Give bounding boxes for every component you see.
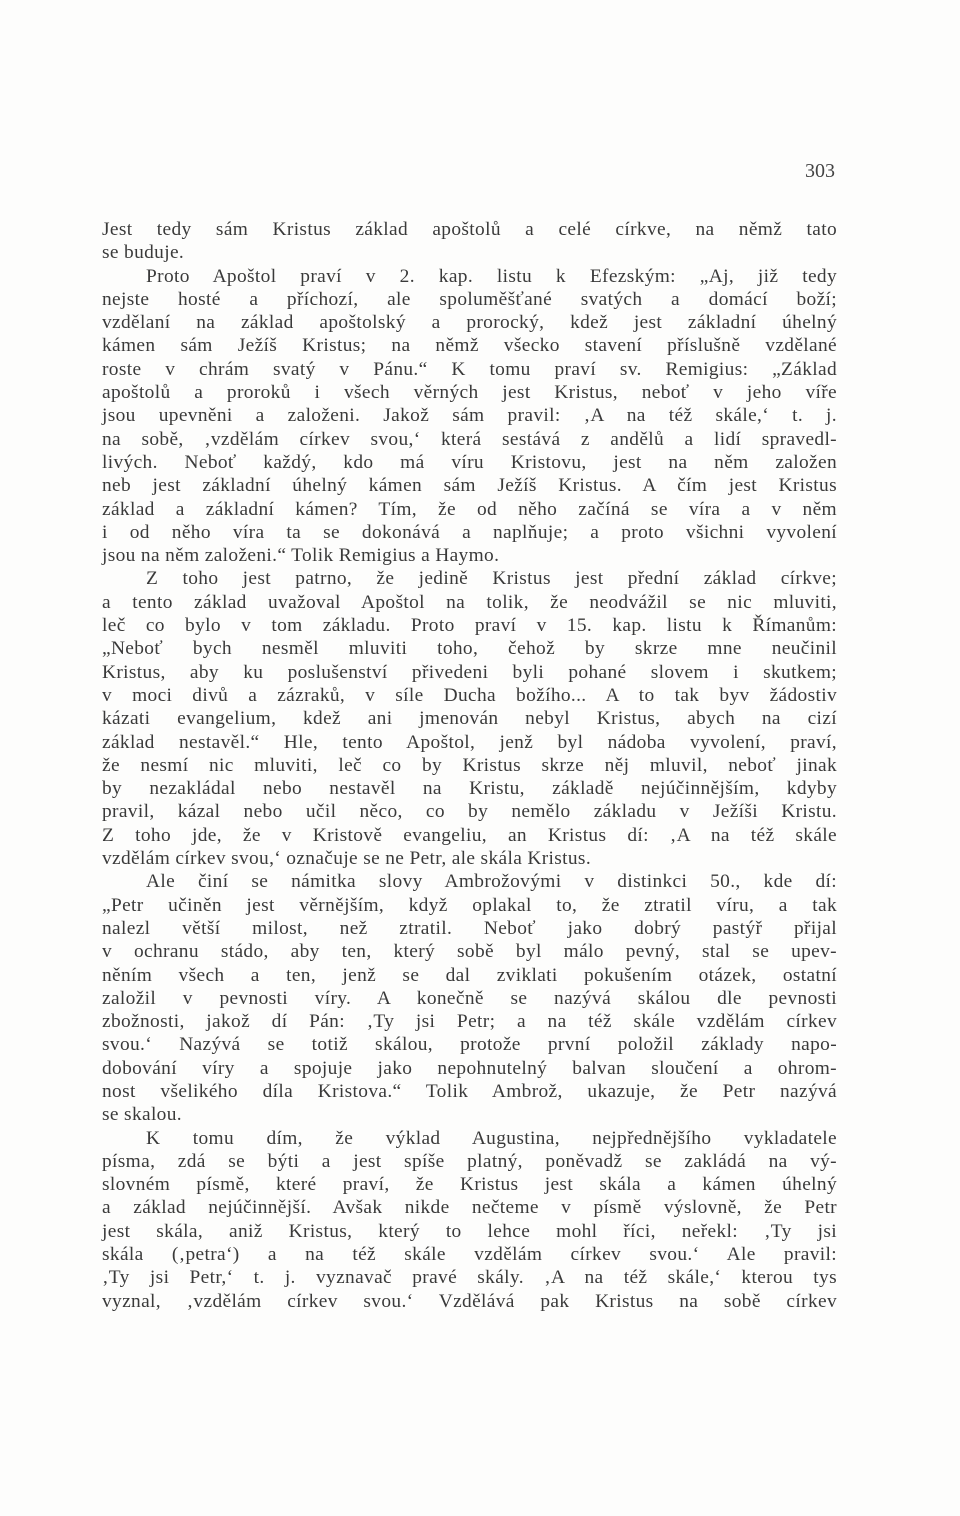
text-line: dobování víry a spojuje jako nepohnutelný balvan sloučení a ohrom-: [102, 1057, 837, 1079]
text-line: Z toho jest patrno, že jedině Kristus jest přední základ církve;: [146, 568, 837, 590]
text-line: kámen sám Ježíš Kristus; na němž všecko stavení příslušně vzdělané: [102, 335, 837, 357]
text-line: a základ nejúčinnější. Avšak nikde nečteme v písmě výslovně, že Petr: [102, 1197, 837, 1219]
text-line: apoštolů a proroků i všech věrných jest Kristus, neboť v jeho víře: [102, 382, 837, 404]
text-line: a tento základ uvažoval Apoštol na tolik, že neodvážil se nic mluviti,: [102, 591, 837, 613]
text-line: jest skála, aniž Kristus, který to lehce mohl říci, neřekl: ‚Ty jsi: [102, 1220, 837, 1242]
text-line: skála (‚petra‘) a na též skále vzdělám církev svou.‘ Ale pravil:: [102, 1244, 837, 1266]
text-line: nalezl větší milost, než ztratil. Neboť jako dobrý pastýř přijal: [102, 917, 837, 939]
text-line: Jest tedy sám Kristus základ apoštolů a celé církve, na němž tato: [102, 219, 837, 240]
text-line: základ nestavěl.“ Hle, tento Apoštol, jenž byl nádoba vyvolení, praví,: [102, 731, 837, 753]
text-line: slovném písmě, které praví, že Kristus jest skála a kámen úhelný: [102, 1174, 837, 1196]
text-line: Proto Apoštol praví v 2. kap. listu k Efezským: „Aj, již tedy: [146, 265, 837, 287]
text-line: svou.‘ Nazývá se totiž skálou, protože první položil základy napo-: [102, 1034, 837, 1056]
text-line: vyznal, ‚vzdělám církev svou.‘ Vzdělává pak Kristus na sobě církev: [102, 1290, 837, 1312]
text-line: pravil, kázal nebo učil něco, co by nemělo základu v Ježíši Kristu.: [102, 801, 837, 823]
body-text: [102, 218, 837, 1313]
text-line: založil v pevnosti víry. A konečně se nazývá skálou dle pevnosti: [102, 987, 837, 1009]
text-line: že nesmí nic mluviti, leč co by Kristus skrze něj mluvil, neboť jinak: [102, 754, 837, 776]
text-line: vzdělám církev svou,‘ označuje se ne Petr, ale skála Kristus.: [102, 848, 592, 870]
text-line: leč co bylo v tom základu. Proto praví v 15. kap. listu k Římanům:: [102, 615, 837, 637]
text-line: nejste hosté a příchozí, ale spoluměšťané svatých a domácí boží;: [102, 288, 837, 310]
text-line: v ochranu stádo, aby ten, který sobě byl málo pevný, stal se upev-: [102, 941, 837, 963]
text-line: se skalou.: [102, 1104, 182, 1126]
text-line: základ a základní kámen? Tím, že od něho začíná se víra a v něm: [102, 498, 837, 520]
text-line: zbožnosti, jakož dí Pán: ‚Ty jsi Petr; a na též skále vzdělám církev: [102, 1011, 837, 1033]
text-line: Kristus, aby ku poslušenství přivedeni byli pohané slovem i skutkem;: [102, 661, 837, 683]
text-line: Z toho jde, že v Kristově evangeliu, an Kristus dí: ‚A na též skále: [102, 824, 837, 846]
text-line: na sobě, ‚vzdělám církev svou,‘ která sestává z andělů a lidí spravedl-: [102, 428, 837, 450]
page-number: 303: [805, 160, 835, 182]
text-line: kázati evangelium, kdež ani jmenován nebyl Kristus, abych na cizí: [102, 708, 837, 730]
text-line: i od něho víra ta se dokonává a naplňuje; a proto všichni vyvolení: [102, 521, 837, 543]
text-line: livých. Neboť každý, kdo má víru Kristovu, jest na něm založen: [102, 451, 837, 473]
text-line: Ale činí se námitka slovy Ambrožovými v distinkci 50., kde dí:: [146, 871, 837, 893]
text-line: neb jest základní úhelný kámen sám Ježíš Kristus. A čím jest Kristus: [102, 475, 837, 497]
text-line: něním všech a ten, jenž se dal zviklati pokušením otázek, ostatní: [102, 964, 837, 986]
text-line: K tomu dím, že výklad Augustina, nejpřednějšího vykladatele: [146, 1127, 837, 1149]
text-line: se buduje.: [102, 242, 185, 264]
text-line: jsou na něm založeni.“ Tolik Remigius a Haymo.: [102, 545, 500, 567]
text-line: „Neboť bych nesměl mluviti toho, čehož by skrze mne neučinil: [102, 638, 837, 660]
text-line: nost všelikého díla Kristova.“ Tolik Ambrož, ukazuje, že Petr nazývá: [102, 1080, 837, 1102]
text-line: v moci divů a zázraků, v síle Ducha božího... A to tak byv žádostiv: [102, 684, 837, 706]
text-line: vzdělaní na základ apoštolský a prorocký, kdež jest základní úhelný: [102, 312, 837, 334]
text-line: „Petr učiněn jest věrnějším, když oplakal to, že ztratil víru, a tak: [102, 894, 837, 916]
text-line: jsou upevněni a založeni. Jakož sám pravil: ‚A na též skále,‘ t. j.: [102, 405, 837, 427]
text-line: písma, zdá se býti a jest spíše platný, poněvadž se zakládá na vý-: [102, 1150, 837, 1172]
text-line: roste v chrám svatý v Pánu.“ K tomu praví sv. Remigius: „Základ: [102, 358, 837, 380]
text-line: ‚Ty jsi Petr,‘ t. j. vyznavač pravé skály. ‚A na též skále,‘ kterou tys: [102, 1267, 837, 1289]
text-line: by nezakládal nebo nestavěl na Kristu, základě nejúčinnějším, kdyby: [102, 778, 837, 800]
